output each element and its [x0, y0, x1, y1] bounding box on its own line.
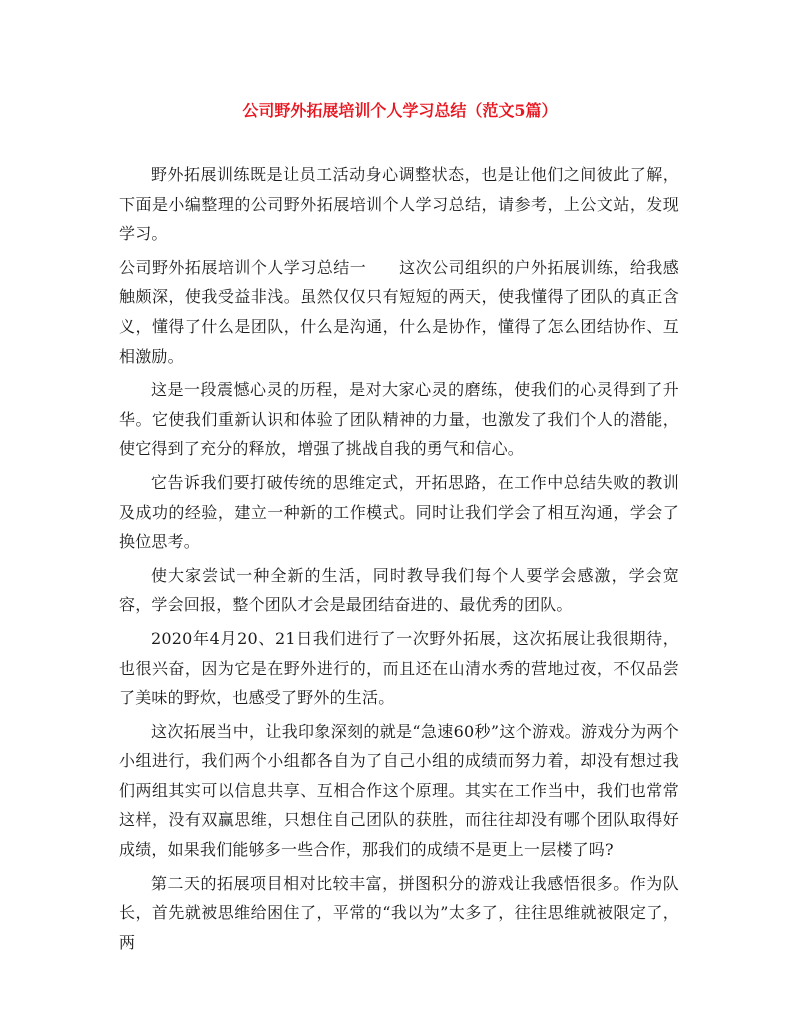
- body-paragraph: 这是一段震憾心灵的历程，是对大家心灵的磨练，使我们的心灵得到了升华。它使我们重新认识和体验了团队精神的力量，也激发了我们个人的潜能，使它得到了充分的释放，增强了挑战自我的勇气和信心。: [119, 380, 679, 459]
- body-paragraph: 它告诉我们要打破传统的思维定式，开拓思路，在工作中总结失败的教训及成功的经验，建立一种新的工作模式。同时让我们学会了相互沟通，学会了换位思考。: [119, 472, 679, 552]
- body-paragraph: 2020年4月20、21日我们进行了一次野外拓展，这次拓展让我很期待，也很兴奋，因为它是在野外进行的，而且还在山清水秀的营地过夜，不仅品尝了美味的野炊，也感受了野外的生活。: [119, 628, 679, 708]
- document-body: [119, 160, 679, 961]
- body-paragraph: 这次拓展当中，让我印象深刻的就是“急速60秒”这个游戏。游戏分为两个小组进行，我们两个小组都各自为了自己小组的成绩而努力着，却没有想过我们两组其实可以信息共享、互相合作这个原理。其实在工作当中，我们也常常这样，没有双赢思维，只想住自己团队的获胜，而往往却没有哪个团队取得好成绩，如果我们能够多一些合作，那我们的成绩不是更上一层楼了吗?: [119, 721, 679, 860]
- section-one-paragraph: 公司野外拓展培训个人学习总结一 这次公司组织的户外拓展训练，给我感触颇深，使我受益非浅。虽然仅仅只有短短的两天，使我懂得了团队的真正含义，懂得了什么是团队，什么是沟通，什么是协作，懂得了怎么团结协作、互相激励。: [119, 257, 679, 366]
- body-paragraph: 使大家尝试一种全新的生活，同时教导我们每个人要学会感激，学会宽容，学会回报，整个团队才会是最团结奋进的、最优秀的团队。: [119, 565, 679, 615]
- body-paragraph: 第二天的拓展项目相对比较丰富，拼图积分的游戏让我感悟很多。作为队长，首先就被思维给困住了，平常的“我以为”太多了，往往思维就被限定了，两: [119, 873, 679, 952]
- intro-paragraph: 野外拓展训练既是让员工活动身心调整状态，也是让他们之间彼此了解，下面是小编整理的公司野外拓展培训个人学习总结，请参考，上公文站，发现学习。: [119, 165, 679, 244]
- document-title: 公司野外拓展培训个人学习总结（范文5篇）: [242, 101, 558, 120]
